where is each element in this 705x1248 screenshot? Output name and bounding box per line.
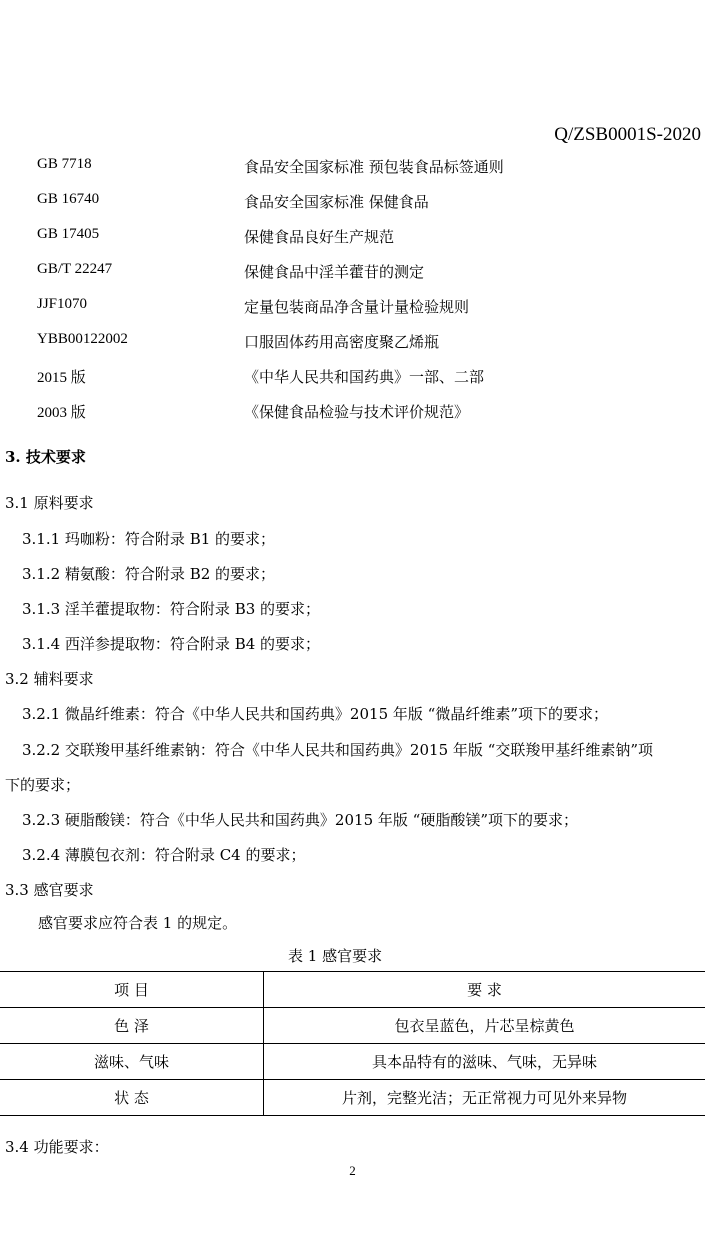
clause-3-1-3: 3.1.3 淫羊藿提取物：符合附录 B3 的要求； (22, 600, 321, 618)
reference-code: 2003 版 (37, 405, 86, 421)
reference-title: 《保健食品检验与技术评价规范》 (244, 403, 470, 421)
reference-code: JJF1070 (37, 296, 88, 312)
reference-code: 2015 版 (37, 370, 86, 386)
reference-row (0, 401, 705, 423)
reference-title: 口服固体药用高密度聚乙烯瓶 (244, 333, 440, 351)
clause-3-2-4: 3.2.4 薄膜包衣剂：符合附录 C4 的要求； (22, 846, 306, 864)
reference-title: 定量包装商品净含量计量检验规则 (244, 298, 470, 316)
section-3-3-intro: 感官要求应符合表 1 的规定。 (38, 914, 238, 932)
table-header-row (0, 972, 705, 1008)
clause-3-2-3: 3.2.3 硬脂酸镁：符合《中华人民共和国药典》2015 年版 “硬脂酸镁”项下的要求； (22, 811, 578, 829)
table-row (0, 1044, 705, 1080)
section-3-3-heading: 3.3 感官要求 (5, 881, 94, 899)
reference-row (0, 331, 705, 353)
page-number: 2 (349, 1163, 356, 1178)
reference-row (0, 156, 705, 178)
table-cell: 色 泽 (0, 1008, 264, 1044)
section-3-4-heading: 3.4 功能要求： (5, 1138, 109, 1156)
reference-row (0, 296, 705, 318)
doc-code: Q/ZSB0001S-2020 (554, 124, 701, 145)
table-caption: 表 1 感官要求 (288, 947, 383, 965)
clause-3-2-1: 3.2.1 微晶纤维素：符合《中华人民共和国药典》2015 年版 “微晶纤维素”项下的要求； (22, 705, 608, 723)
clause-3-1-2: 3.1.2 精氨酸：符合附录 B2 的要求； (22, 565, 276, 583)
reference-code: YBB00122002 (37, 331, 128, 347)
section-3-1-heading: 3.1 原料要求 (5, 494, 94, 512)
clause-3-1-4: 3.1.4 西洋参提取物：符合附录 B4 的要求； (22, 635, 321, 653)
table-cell: 具本品特有的滋味、气味，无异味 (264, 1044, 705, 1080)
reference-code: GB/T 22247 (37, 261, 113, 277)
table-row (0, 1080, 705, 1116)
table-cell: 滋味、气味 (0, 1044, 264, 1080)
table-cell: 状 态 (0, 1080, 264, 1116)
clause-3-2-2: 3.2.2 交联羧甲基纤维素钠：符合《中华人民共和国药典》2015 年版 “交联羧甲基纤维素钠”项 (22, 741, 653, 759)
section-3-2-heading: 3.2 辅料要求 (5, 670, 94, 688)
reference-title: 食品安全国家标准 预包装食品标签通则 (244, 158, 504, 176)
reference-code: GB 17405 (37, 226, 100, 242)
clause-3-1-1: 3.1.1 玛咖粉：符合附录 B1 的要求； (22, 530, 276, 548)
section-3-heading: 3. 技术要求 (5, 448, 86, 466)
table-header-cell: 项 目 (0, 972, 264, 1008)
reference-code: GB 16740 (37, 191, 100, 207)
sensory-requirements-table (0, 971, 705, 1116)
clause-3-2-2-continued: 下的要求； (5, 776, 81, 794)
table-row (0, 1008, 705, 1044)
reference-title: 食品安全国家标准 保健食品 (244, 193, 429, 211)
reference-title: 《中华人民共和国药典》一部、二部 (244, 368, 485, 386)
reference-row (0, 191, 705, 213)
table-cell: 包衣呈蓝色，片芯呈棕黄色 (264, 1008, 705, 1044)
reference-title: 保健食品中淫羊藿苷的测定 (244, 263, 425, 281)
reference-code: GB 7718 (37, 156, 92, 172)
reference-row (0, 226, 705, 248)
reference-title: 保健食品良好生产规范 (244, 228, 395, 246)
table-header-cell: 要 求 (264, 972, 705, 1008)
reference-row (0, 366, 705, 388)
reference-row (0, 261, 705, 283)
table-cell: 片剂，完整光洁；无正常视力可见外来异物 (264, 1080, 705, 1116)
